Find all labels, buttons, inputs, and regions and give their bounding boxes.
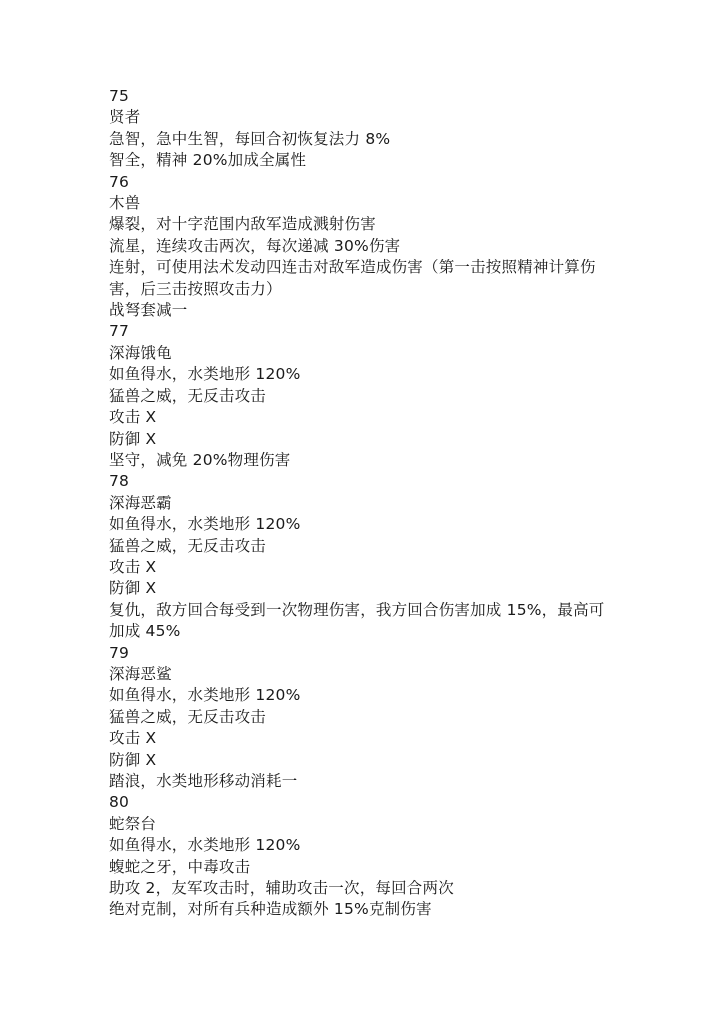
text-line: 贤者: [109, 108, 141, 127]
text-line: 助攻 2，友军攻击时，辅助攻击一次，每回合两次: [109, 879, 454, 898]
text-line: 防御 X: [109, 579, 157, 598]
text-line: 防御 X: [109, 750, 157, 769]
text-line: 攻击 X: [109, 729, 157, 748]
text-line: 战弩套减一: [109, 301, 188, 320]
text-line: 木兽: [109, 194, 141, 213]
text-line: 踏浪，水类地形移动消耗一: [109, 772, 298, 790]
text-line: 如鱼得水，水类地形 120%: [109, 515, 301, 534]
text-line: 75: [109, 87, 130, 105]
text-line: 76: [109, 172, 130, 191]
text-line: 绝对克制，对所有兵种造成额外 15%克制伤害: [109, 900, 432, 919]
document-text: [109, 86, 609, 921]
text-line: 智全，精神 20%加成全属性: [109, 151, 307, 170]
text-line: 79: [109, 643, 130, 662]
text-line: 流星，连续攻击两次，每次递减 30%伤害: [109, 236, 401, 255]
text-line: 猛兽之威，无反击攻击: [109, 707, 267, 726]
text-line: 如鱼得水，水类地形 120%: [109, 365, 301, 384]
text-line: 深海恶霸: [109, 493, 172, 512]
text-line: 坚守，减免 20%物理伤害: [109, 450, 291, 469]
text-line: 复仇，敌方回合每受到一次物理伤害，我方回合伤害加成 15%，最高可加成 45%: [109, 600, 605, 641]
text-line: 爆裂，对十字范围内敌军造成溅射伤害: [109, 215, 376, 234]
text-line: 深海恶鲨: [109, 664, 172, 683]
text-line: 如鱼得水，水类地形 120%: [109, 686, 301, 705]
text-line: 蝮蛇之牙，中毒攻击: [109, 857, 251, 876]
text-line: 如鱼得水，水类地形 120%: [109, 836, 301, 855]
text-line: 80: [109, 793, 130, 812]
text-line: 猛兽之威，无反击攻击: [109, 386, 267, 405]
text-line: 攻击 X: [109, 408, 157, 427]
text-line: 攻击 X: [109, 557, 157, 576]
text-line: 猛兽之威，无反击攻击: [109, 536, 267, 555]
text-line: 78: [109, 472, 130, 491]
text-line: 防御 X: [109, 429, 157, 448]
text-line: 连射，可使用法术发动四连击对敌军造成伤害（第一击按照精神计算伤害，后三击按照攻击力）: [109, 258, 596, 298]
text-line: 深海饿龟: [109, 343, 172, 362]
text-line: 蛇祭台: [109, 814, 157, 833]
text-line: 急智，急中生智，每回合初恢复法力 8%: [109, 129, 391, 148]
text-line: 77: [109, 322, 130, 341]
